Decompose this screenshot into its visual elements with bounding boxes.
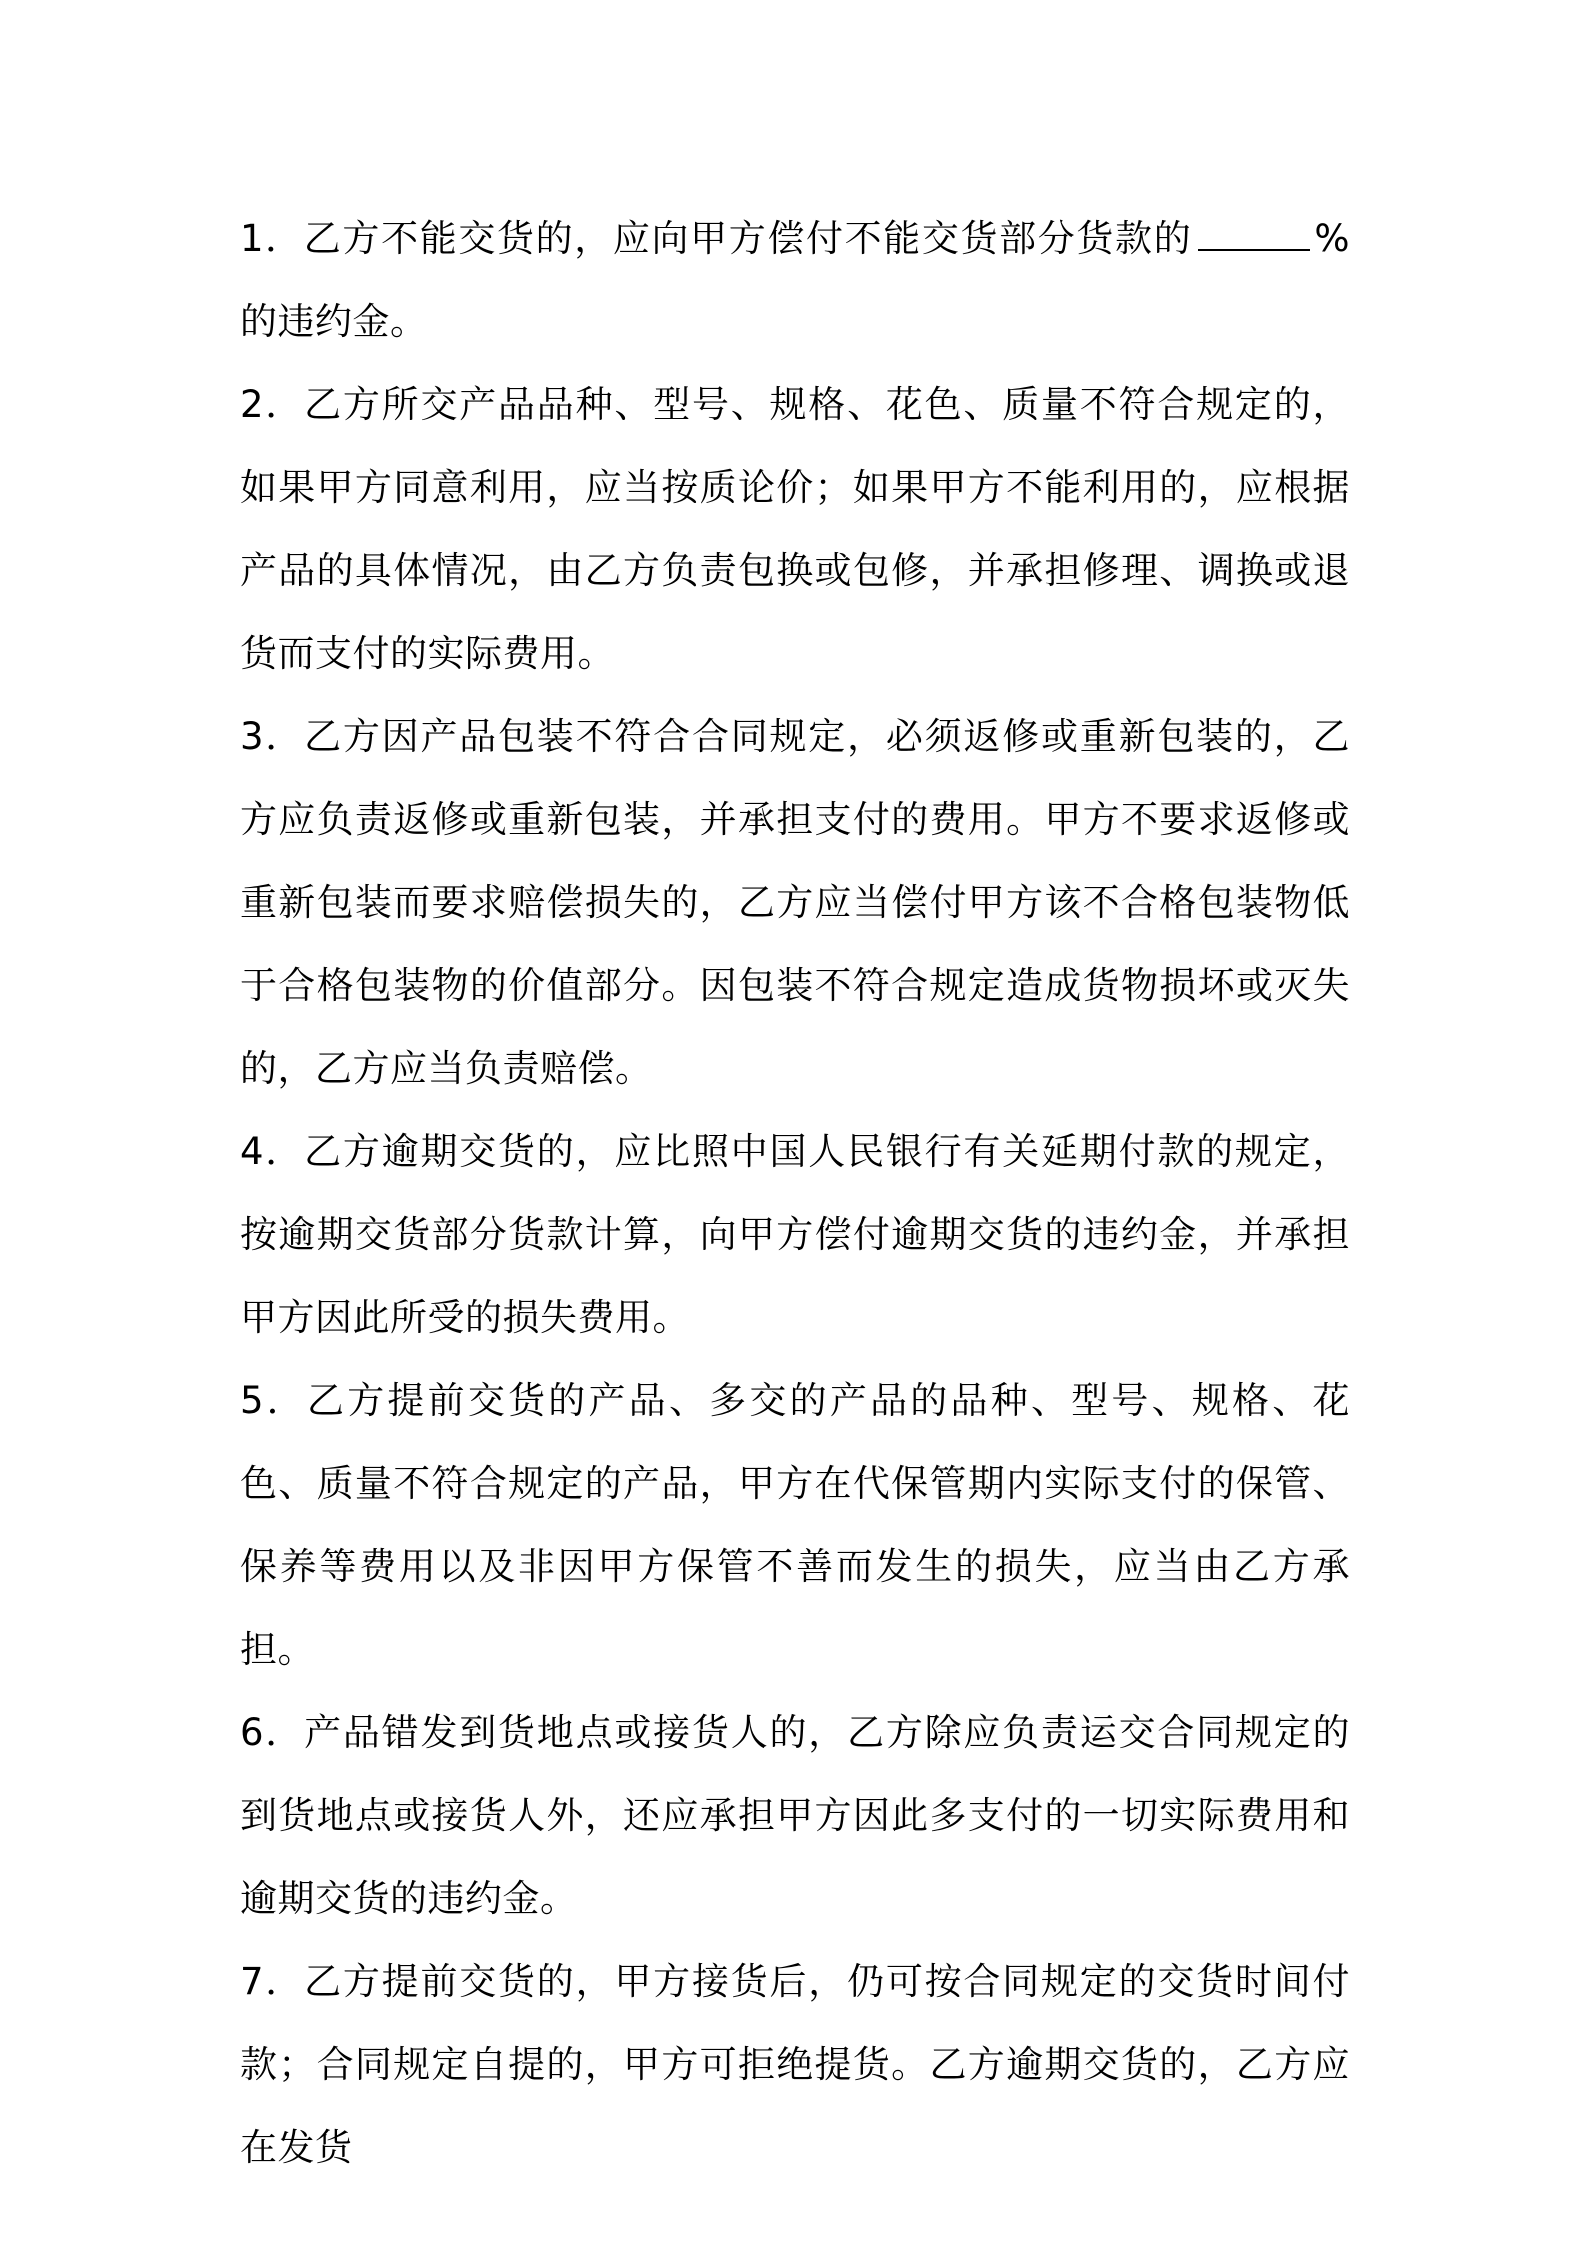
clause-2: 2．乙方所交产品品种、型号、规格、花色、质量不符合规定的，如果甲方同意利用，应当按质论价；如果甲方不能利用的，应根据产品的具体情况，由乙方负责包换或包修，并承担修理、调换或退货而支付的实际费用。 [240, 383, 1350, 675]
clause-1-text-before-blank: 1．乙方不能交货的，应向甲方偿付不能交货部分货款的 [240, 217, 1193, 260]
clause-7: 7．乙方提前交货的，甲方接货后，仍可按合同规定的交货时间付款；合同规定自提的，甲方可拒绝提货。乙方逾期交货的，乙方应在发货 [240, 1960, 1350, 2169]
clause-1 [240, 197, 1350, 363]
document-body [240, 197, 1350, 2189]
clause-5: 5．乙方提前交货的产品、多交的产品的品种、型号、规格、花色、质量不符合规定的产品，甲方在代保管期内实际支付的保管、保养等费用以及非因甲方保管不善而发生的损失，应当由乙方承担。 [240, 1379, 1350, 1671]
clause-3: 3．乙方因产品包装不符合合同规定，必须返修或重新包装的，乙方应负责返修或重新包装，并承担支付的费用。甲方不要求返修或重新包装而要求赔偿损失的，乙方应当偿付甲方该不合格包装物低于合格包装物的价值部分。因包装不符合规定造成货物损坏或灭失的，乙方应当负责赔偿。 [240, 715, 1350, 1090]
fill-in-blank [1198, 248, 1310, 251]
clause-4: 4．乙方逾期交货的，应比照中国人民银行有关延期付款的规定，按逾期交货部分货款计算，向甲方偿付逾期交货的违约金，并承担甲方因此所受的损失费用。 [240, 1130, 1350, 1339]
clause-1-text-after-blank: %的违约金。 [240, 217, 1350, 343]
clause-6: 6．产品错发到货地点或接货人的，乙方除应负责运交合同规定的到货地点或接货人外，还应承担甲方因此多支付的一切实际费用和逾期交货的违约金。 [240, 1711, 1350, 1920]
